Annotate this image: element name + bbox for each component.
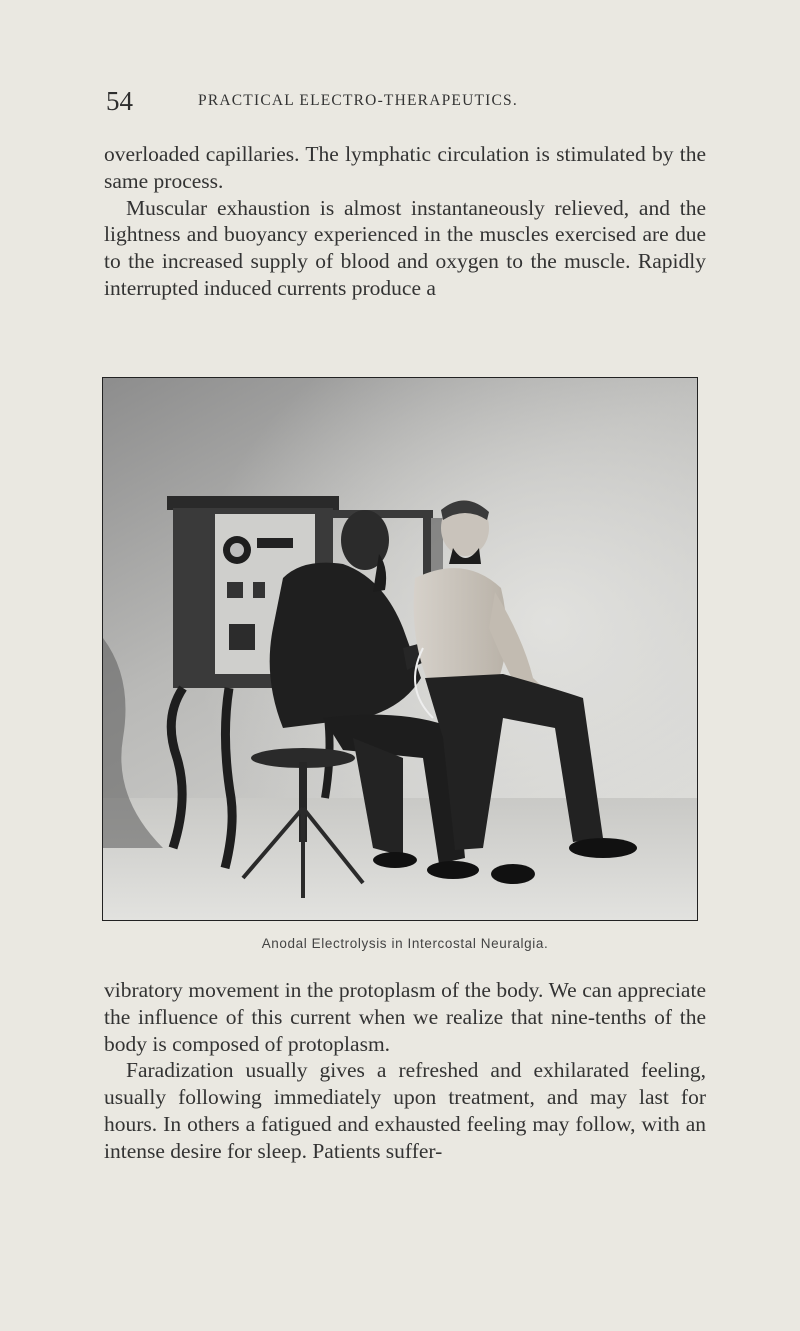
- paragraph: overloaded capillaries. The lymphatic circulation is stimulated by the same process.: [104, 142, 706, 193]
- halftone-photograph: [102, 377, 698, 921]
- running-title: PRACTICAL ELECTRO-THERAPEUTICS.: [198, 92, 518, 109]
- figure-caption: Anodal Electrolysis in Intercostal Neuralgia.: [261, 936, 549, 951]
- body-text-top: [104, 141, 706, 302]
- body-text-bottom: [104, 977, 706, 1165]
- paragraph: Faradization usually gives a refreshed and exhilarated feeling, usually following immediately upon treatment, and may last for hours. In others a fatigued and exhausted feeling may follow, with an intense desire for sleep. Patients suffer-: [104, 1058, 706, 1163]
- page-number: 54: [106, 86, 133, 116]
- paragraph: vibratory movement in the protoplasm of the body. We can appreciate the influence of this current when we realize that nine-tenths of the body is composed of protoplasm.: [104, 978, 706, 1056]
- paragraph: Muscular exhaustion is almost instantaneously relieved, and the lightness and buoyancy experienced in the muscles exercised are due to the increased supply of blood and oxygen to the muscle. Rapidly interrupted induced currents produce a: [104, 195, 706, 300]
- running-head: [106, 84, 706, 120]
